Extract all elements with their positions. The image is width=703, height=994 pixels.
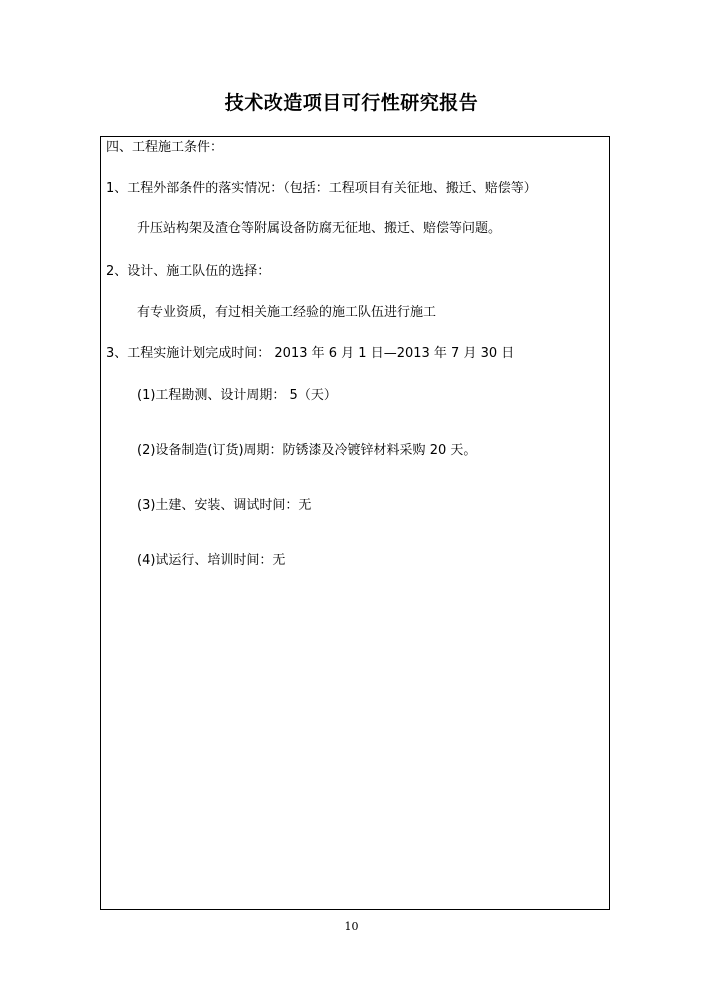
item-2-body: 有专业资质，有过相关施工经验的施工队伍进行施工 xyxy=(137,305,437,320)
schedule-construction-install: (3)土建、安装、调试时间：无 xyxy=(137,498,312,513)
content-frame xyxy=(100,136,610,910)
item-3-label: 3、工程实施计划完成时间： 2013 年 6 月 1 日—2013 年 7 月 30 日 xyxy=(106,346,515,361)
document-title: 技术改造项目可行性研究报告 xyxy=(224,92,479,114)
item-2-label: 2、设计、施工队伍的选择： xyxy=(106,264,271,279)
section-heading: 四、工程施工条件： xyxy=(106,140,224,155)
schedule-survey-design: (1)工程勘测、设计周期： 5（天） xyxy=(137,388,337,403)
item-1-body: 升压站构架及渣仓等附属设备防腐无征地、搬迁、赔偿等问题。 xyxy=(137,221,502,236)
page-number: 10 xyxy=(344,920,359,933)
schedule-equipment-ordering: (2)设备制造(订货)周期：防锈漆及冷镀锌材料采购 20 天。 xyxy=(137,443,477,458)
schedule-trial-training: (4)试运行、培训时间：无 xyxy=(137,553,286,568)
item-1-label: 1、工程外部条件的落实情况：（包括：工程项目有关征地、搬迁、赔偿等） xyxy=(106,181,537,196)
